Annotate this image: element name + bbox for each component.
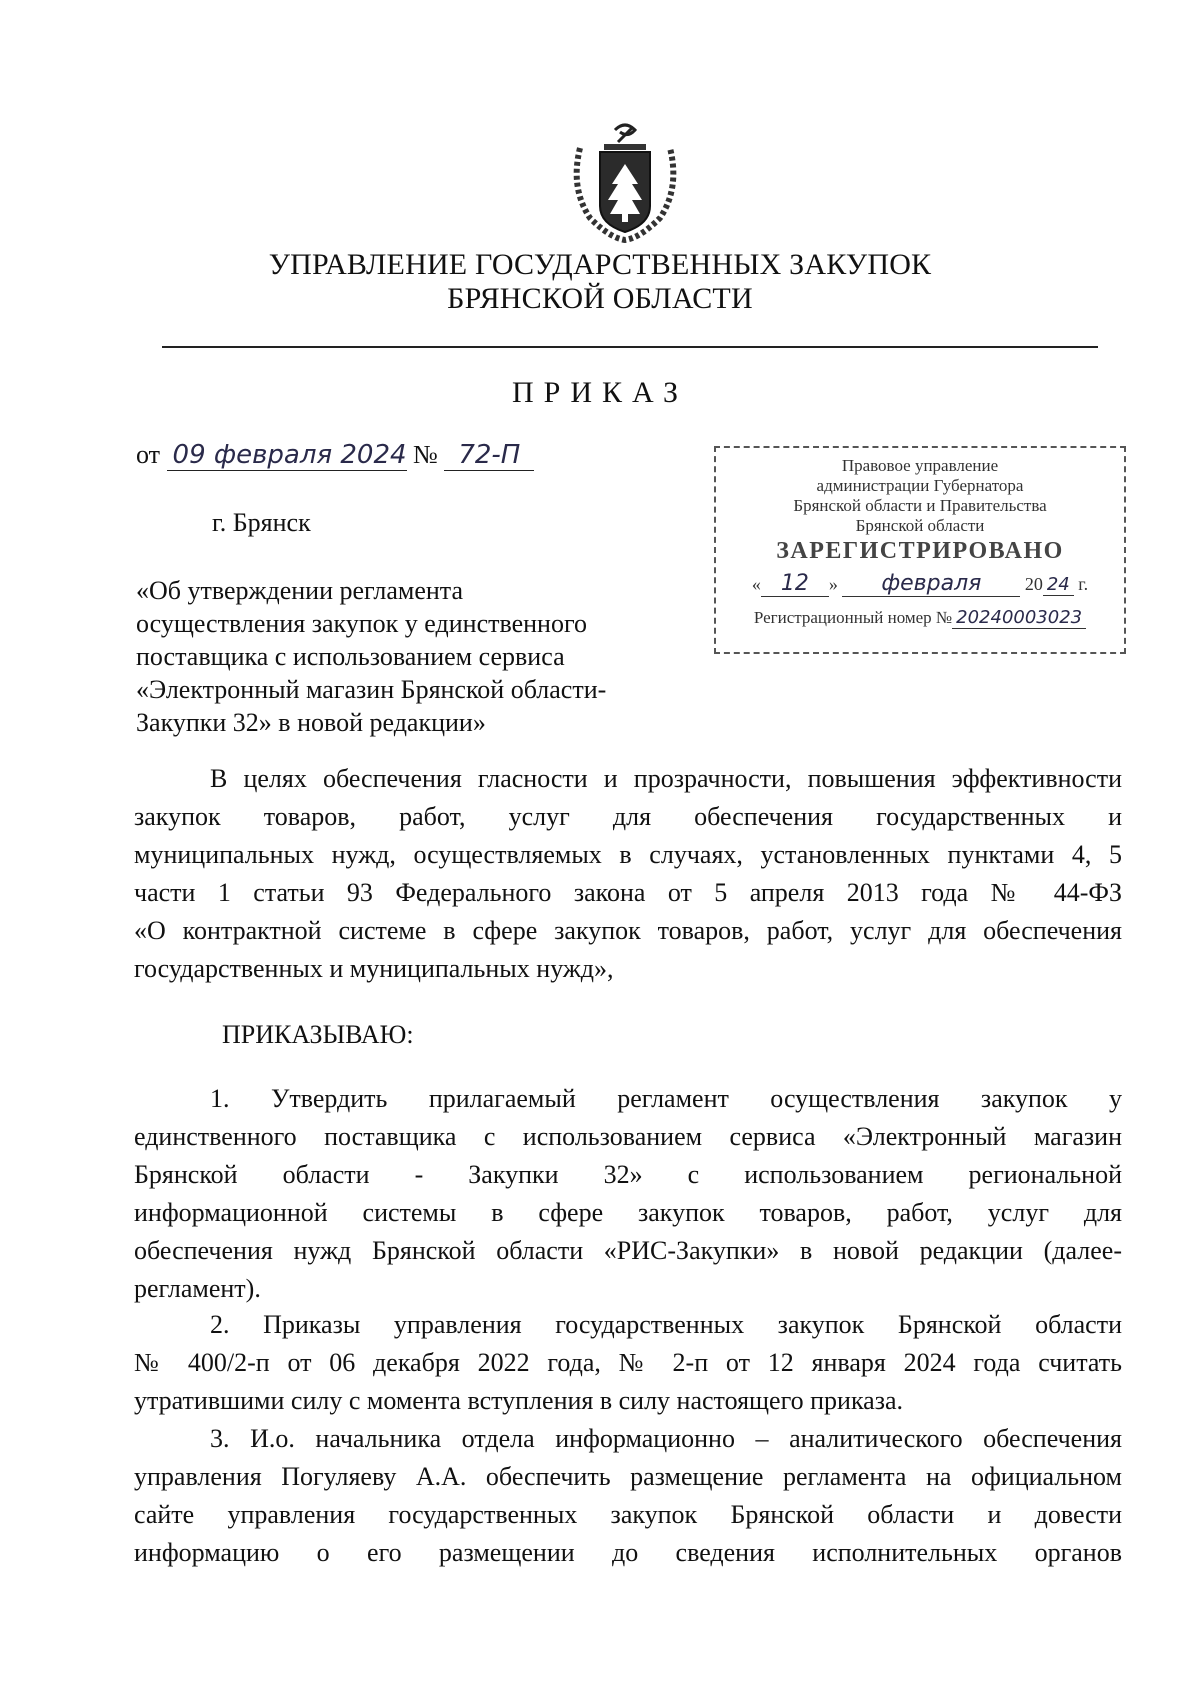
text-line: «О контрактной системе в сфере закупок товаров, работ, услуг для обеспечения [134, 916, 1122, 945]
text-line: Брянской области - Закупки 32» с использованием региональной [134, 1160, 1122, 1189]
text-line: 1. Утвердить прилагаемый регламент осуществления закупок у [210, 1084, 1122, 1113]
stamp-reg-number: 20240003023 [952, 607, 1086, 629]
handwritten-date: 09 февраля 2024 [167, 440, 407, 471]
text-line: части 1 статьи 93 Федерального закона от 5 апреля 2013 года № 44-ФЗ [134, 878, 1122, 907]
stamp-line: Брянской области [855, 516, 985, 535]
stamp-line: Правовое управление [841, 456, 999, 475]
date-number-line [136, 440, 534, 471]
order-word: ПРИКАЗЫВАЮ: [222, 1020, 414, 1049]
text-line: информацию о его размещении до сведения исполнительных органов [134, 1538, 1122, 1567]
stamp-month: февраля [842, 571, 1020, 597]
text-line: регламент). [134, 1274, 261, 1303]
document-type-title: ПРИКАЗ [512, 376, 688, 409]
item-1-paragraph [134, 1080, 1122, 1308]
stamp-year-unit: г. [1078, 574, 1089, 594]
from-label: от [136, 440, 161, 469]
stamp-line: Брянской области и Правительства [793, 496, 1047, 515]
text-line: муниципальных нужд, осуществляемых в случаях, установленных пунктами 4, 5 [134, 840, 1122, 869]
stamp-year-suffix: 24 [1043, 574, 1074, 596]
text-line: обеспечения нужд Брянской области «РИС-Закупки» в новой редакции (далее- [134, 1236, 1122, 1265]
city-label: г. Брянск [212, 508, 311, 537]
handwritten-number: 72-П [444, 440, 534, 471]
coat-of-arms-emblem [560, 118, 690, 248]
text-line: сайте управления государственных закупок Брянской области и довести [134, 1500, 1122, 1529]
text-line: информационной системы в сфере закупок товаров, работ, услуг для [134, 1198, 1122, 1227]
text-line: В целях обеспечения гласности и прозрачности, повышения эффективности [210, 764, 1122, 793]
preamble-paragraph [134, 760, 1122, 988]
order-subject [136, 574, 676, 739]
stamp-year-prefix: 20 [1024, 574, 1043, 594]
stamp-reg-number-line [716, 607, 1124, 629]
text-line: № 400/2-п от 06 декабря 2022 года, № 2-п от 12 января 2024 года считать [134, 1348, 1122, 1377]
text-line: 2. Приказы управления государственных закупок Брянской области [210, 1310, 1122, 1339]
stamp-day: 12 [761, 571, 829, 597]
stamp-reg-label: Регистрационный номер № [753, 608, 953, 627]
text-line: управления Погуляеву А.А. обеспечить размещение регламента на официальном [134, 1462, 1122, 1491]
item-3-paragraph [134, 1420, 1122, 1572]
number-label: № [413, 440, 438, 469]
item-2-paragraph [134, 1306, 1122, 1420]
subject-line: «Электронный магазин Брянской области- [136, 675, 607, 704]
subject-line: осуществления закупок у единственного [136, 609, 587, 638]
stamp-date: « 12 » февраля 20 24 г. [751, 571, 1089, 596]
text-line: 3. И.о. начальника отдела информационно – аналитического обеспечения [210, 1424, 1122, 1453]
subject-line: Закупки 32» в новой редакции» [136, 708, 486, 737]
stamp-line: администрации Губернатора [816, 476, 1024, 495]
subject-line: поставщика с использованием сервиса [136, 642, 565, 671]
subject-line: «Об утверждении регламента [136, 576, 464, 605]
text-line: государственных и муниципальных нужд», [134, 954, 614, 983]
text-line: единственного поставщика с использованием сервиса «Электронный магазин [134, 1122, 1122, 1151]
registration-stamp [714, 446, 1126, 654]
organization-name-line2: БРЯНСКОЙ ОБЛАСТИ [447, 282, 753, 315]
organization-name-line1: УПРАВЛЕНИЕ ГОСУДАРСТВЕННЫХ ЗАКУПОК [268, 248, 932, 281]
header-divider [162, 346, 1098, 348]
stamp-registered-label: ЗАРЕГИСТРИРОВАНО [776, 538, 1064, 564]
text-line: закупок товаров, работ, услуг для обеспечения государственных и [134, 802, 1122, 831]
text-line: утратившими силу с момента вступления в силу настоящего приказа. [134, 1386, 904, 1415]
